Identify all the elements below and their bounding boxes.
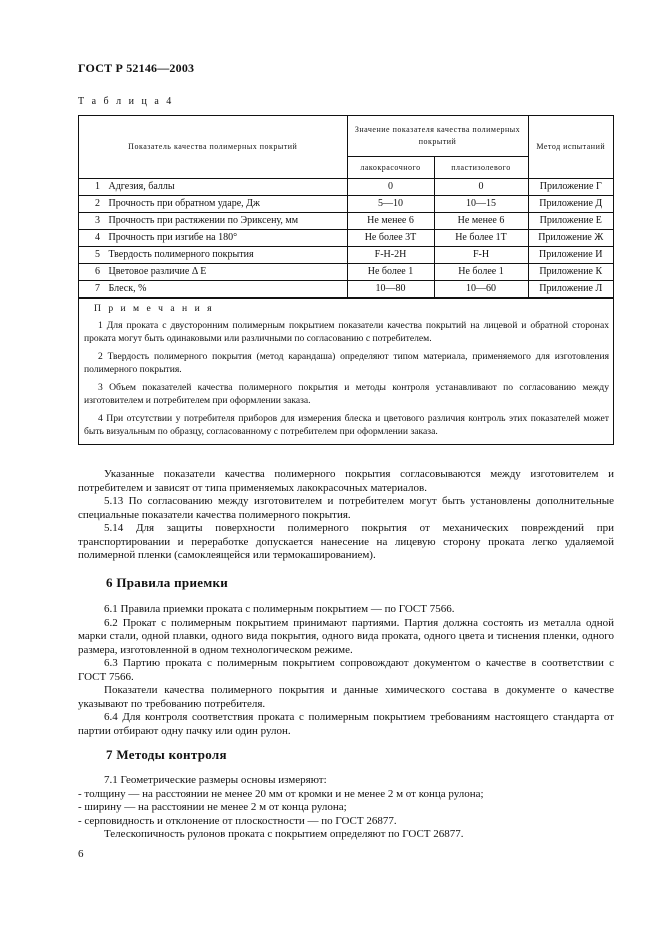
row-name: Прочность при изгибе на 180°	[108, 232, 238, 243]
note-item: 2 Твердость полимерного покрытия (метод карандаша) определяют типом материала, применяемого для изготовления полимерного покрытия.	[84, 350, 609, 375]
list-item: - серповидность и отклонение от плоскостности — по ГОСТ 26877.	[78, 814, 397, 827]
row-number: 6	[95, 266, 100, 277]
list-item: - толщину — на расстоянии не менее 20 мм от кромки и не менее 2 м от конца рулона;	[78, 787, 484, 800]
paragraph: Указанные показатели качества полимерного покрытия согласовываются между изготовителем и потребителем и зависят от типа применяемых лакокрасочных материалов.	[78, 468, 614, 494]
measurement-list	[78, 788, 614, 829]
header-method: Метод испытаний	[528, 116, 613, 178]
page-number: 6	[78, 848, 84, 860]
row-plastisol-value: Не менее 6	[434, 212, 528, 229]
paragraphs-6	[78, 603, 614, 738]
row-paint-value: F-H-2H	[347, 246, 434, 263]
row-number: 3	[95, 215, 100, 226]
row-indicator	[79, 263, 347, 280]
row-name: Блеск, %	[108, 283, 147, 294]
row-paint-value: Не более 3Т	[347, 229, 434, 246]
row-indicator	[79, 229, 347, 246]
note-item: 1 Для проката с двусторонним полимерным покрытием показатели качества покрытий на лицевой и обратной сторонах проката могут быть одинаковыми или различными по согласованию с потребителем.	[84, 319, 609, 344]
row-method: Приложение И	[528, 246, 613, 263]
table-row	[79, 280, 613, 297]
row-number: 2	[95, 198, 100, 209]
row-plastisol-value: 10—15	[434, 195, 528, 212]
row-plastisol-value: 0	[434, 178, 528, 195]
row-plastisol-value: Не более 1	[434, 263, 528, 280]
note-item: 4 При отсутствии у потребителя приборов для измерения блеска и цветового различия контроль этих показателей может быть визуальным по образцу, согласованному с потребителем при оформлении заказа.	[84, 412, 609, 437]
table-row	[79, 229, 613, 246]
row-number: 1	[95, 181, 100, 192]
row-indicator	[79, 280, 347, 297]
row-indicator	[79, 212, 347, 229]
row-method: Приложение Л	[528, 280, 613, 297]
row-plastisol-value: Не более 1Т	[434, 229, 528, 246]
paragraph: 6.4 Для контроля соответствия проката с полимерным покрытием требованиям настоящего стандарта от партии отбирают одну пачку или один рулон.	[78, 711, 614, 737]
table-notes	[79, 298, 613, 444]
table-caption: Т а б л и ц а 4	[78, 96, 174, 107]
row-method: Приложение Ж	[528, 229, 613, 246]
paragraph: 6.1 Правила приемки проката с полимерным покрытием — по ГОСТ 7566.	[104, 603, 455, 615]
notes-title: П р и м е ч а н и я	[94, 302, 215, 314]
row-name: Цветовое различие Δ E	[108, 266, 207, 277]
quality-table	[78, 115, 614, 445]
row-number: 7	[95, 283, 100, 294]
row-number: 4	[95, 232, 100, 243]
row-method: Приложение Д	[528, 195, 613, 212]
list-item: - ширину — на расстоянии не менее 2 м от конца рулона;	[78, 801, 347, 813]
document-header: ГОСТ Р 52146—2003	[78, 61, 195, 75]
paragraph: 5.13 По согласованию между изготовителем и потребителем могут быть установлены дополнительные специальные показатели качества полимерного покрытия.	[78, 495, 614, 521]
paragraph: 6.2 Прокат с полимерным покрытием принимают партиями. Партия должна состоять из металла одной марки стали, одной плавки, одного вида покрытия, одного вида проката, одного цвета и тиснения пленки, одного размера, изготовленной в одном технологическом режиме.	[78, 616, 614, 656]
row-paint-value: 10—80	[347, 280, 434, 297]
section-6-heading: 6 Правила приемки	[106, 575, 229, 590]
header-indicator: Показатель качества полимерных покрытий	[79, 116, 347, 178]
row-paint-value: Не менее 6	[347, 212, 434, 229]
row-paint-value: Не более 1	[347, 263, 434, 280]
table-row	[79, 212, 613, 229]
row-paint-value: 5—10	[347, 195, 434, 212]
paragraph: 5.14 Для защиты поверхности полимерного покрытия от механических повреждений при транспортировании и переработке допускается нанесение на лицевую сторону проката легко удаляемой полимерной пленки (самоклеящейся или термокашированием).	[78, 522, 614, 561]
table-row	[79, 263, 613, 280]
paragraph: Телескопичность рулонов проката с покрытием определяют по ГОСТ 26877.	[104, 828, 464, 840]
row-number: 5	[95, 249, 100, 260]
table-row	[79, 195, 613, 212]
header-plastisol: пластизолевого	[434, 156, 528, 178]
section-7-heading: 7 Методы контроля	[106, 747, 227, 762]
paragraph: 7.1 Геометрические размеры основы измеряют:	[104, 774, 327, 786]
note-item: 3 Объем показателей качества полимерного покрытия и методы контроля устанавливают по согласованию между изготовителем и потребителем при оформлении заказа.	[84, 381, 609, 406]
paragraphs-5	[78, 468, 614, 563]
header-paint: лакокрасочного	[347, 156, 434, 178]
row-plastisol-value: 10—60	[434, 280, 528, 297]
paragraph: Показатели качества полимерного покрытия и данные химического состава в документе о качестве указывают по требованию потребителя.	[78, 684, 614, 710]
row-name: Адгезия, баллы	[108, 181, 175, 192]
table-row	[79, 246, 613, 263]
header-value-group: Значение показателя качества полимерных покрытий	[347, 116, 528, 156]
row-indicator	[79, 246, 347, 263]
row-paint-value: 0	[347, 178, 434, 195]
row-name: Прочность при обратном ударе, Дж	[108, 198, 260, 209]
row-indicator	[79, 178, 347, 195]
row-name: Прочность при растяжении по Эриксену, мм	[108, 215, 299, 226]
row-name: Твердость полимерного покрытия	[108, 249, 254, 260]
row-indicator	[79, 195, 347, 212]
row-method: Приложение Е	[528, 212, 613, 229]
row-method: Приложение Г	[528, 178, 613, 195]
row-method: Приложение К	[528, 263, 613, 280]
row-plastisol-value: F-H	[434, 246, 528, 263]
paragraph: 6.3 Партию проката с полимерным покрытием сопровождают документом о качестве в соответствии с ГОСТ 7566.	[78, 657, 614, 683]
table-row	[79, 178, 613, 195]
paragraphs-7	[78, 774, 614, 842]
